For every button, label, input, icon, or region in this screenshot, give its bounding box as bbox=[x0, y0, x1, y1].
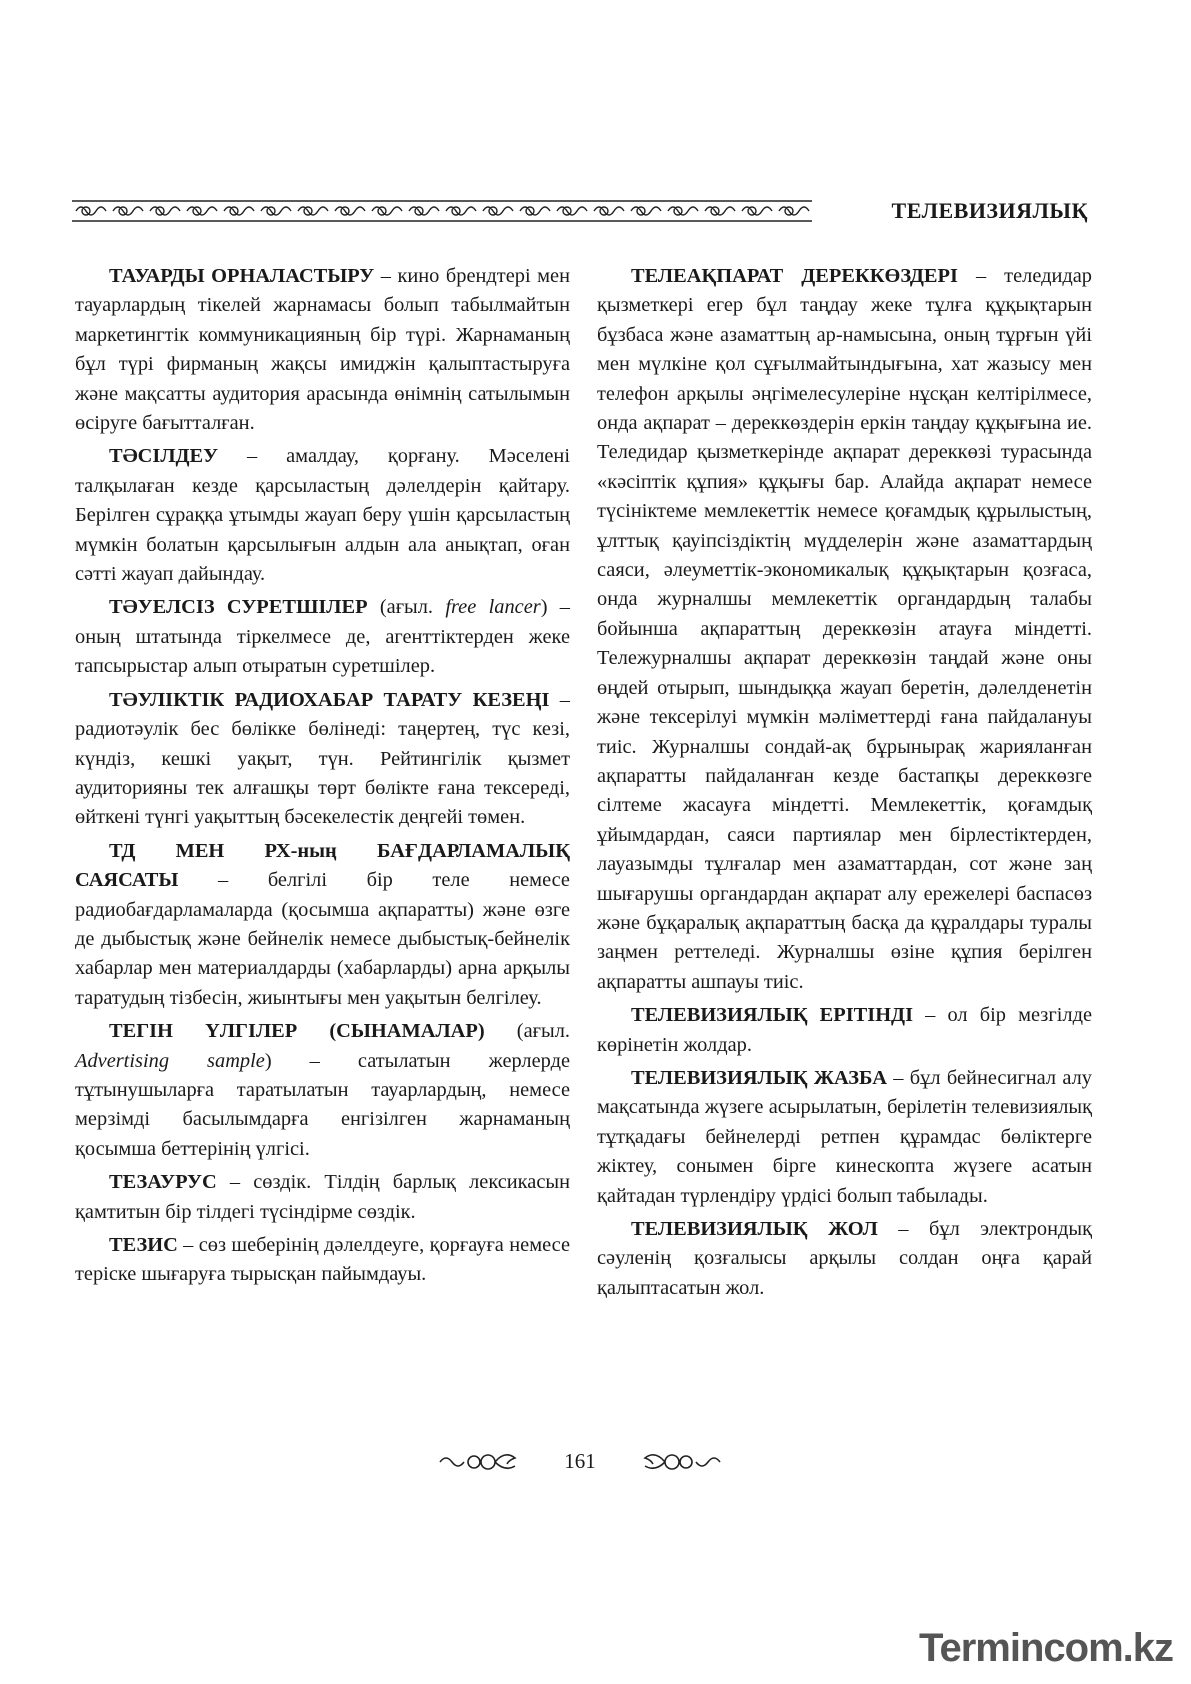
dictionary-entry bbox=[75, 686, 570, 833]
ornament-motif bbox=[483, 207, 513, 215]
ornament-motif bbox=[261, 207, 291, 215]
entry-term: ТАУАРДЫ ОРНАЛАСТЫРУ bbox=[109, 265, 375, 287]
entry-definition: – сөз шеберінің дәлелдеуге, қорғауға немесе теріске шығаруға тырысқан пайымдауы. bbox=[75, 1234, 570, 1286]
dictionary-entry bbox=[597, 1001, 1092, 1060]
ornament-motif bbox=[113, 207, 143, 215]
page-footer bbox=[0, 1442, 1191, 1482]
dictionary-entry bbox=[75, 262, 570, 438]
dictionary-entry bbox=[75, 593, 570, 681]
ornamental-border-icon bbox=[72, 198, 812, 224]
ornament-motif bbox=[335, 207, 365, 215]
entry-definition: – бұл электрондық сәуленің қозғалысы арқылы солдан оңға қарай қалыптасатын жол. bbox=[597, 1218, 1092, 1299]
dictionary-entry bbox=[75, 442, 570, 589]
ornament-motif bbox=[298, 207, 328, 215]
entry-term: ТЕЛЕВИЗИЯЛЫҚ ЕРІТІНДІ bbox=[631, 1004, 914, 1027]
dictionary-entry bbox=[597, 1064, 1092, 1211]
entry-term: ТЕЛЕВИЗИЯЛЫҚ ЖАЗБА bbox=[631, 1066, 887, 1089]
ornament-motif bbox=[705, 207, 735, 215]
left-column bbox=[75, 262, 570, 1294]
ornament-motif bbox=[742, 207, 772, 215]
entry-term: ТӘУЕЛСІЗ СУРЕТШІЛЕР bbox=[109, 596, 368, 619]
ornament-motif bbox=[594, 207, 624, 215]
entry-definition: ) – сатылатын жерлерде тұтынушыларға таратылатын тауарлардың, немесе мерзімді басылымдарға енгізілген жарнаманың қосымша беттерінің үлгісі. bbox=[75, 1049, 570, 1160]
entry-definition: – ол бір мезгілде көрінетін жолдар. bbox=[597, 1004, 1092, 1056]
entry-term: ТЕГІН ҮЛГІЛЕР (СЫНАМАЛАР) bbox=[109, 1020, 485, 1043]
dictionary-entry bbox=[597, 1215, 1092, 1303]
ornament-motif bbox=[631, 207, 661, 215]
entry-term: ТЕЛЕВИЗИЯЛЫҚ ЖОЛ bbox=[631, 1218, 878, 1240]
dictionary-entry bbox=[75, 837, 570, 1013]
entry-term: ТД МЕН РХ-ның БАҒДАРЛАМАЛЫҚ САЯСАТЫ bbox=[75, 839, 570, 892]
entry-definition-prefix: (ағыл. bbox=[484, 1020, 570, 1043]
dictionary-entry bbox=[75, 1231, 570, 1290]
ornament-motif bbox=[150, 207, 180, 215]
ornament-motif bbox=[668, 207, 698, 215]
entry-definition: – амалдау, қорғану. Мәселені талқылаған кезде қарсыластың дәлелдерін қайтару. Берілген сұраққа ұтымды жауап беру үшін қарсыластың мүмкін болатын қарсылығын алдын ала анықтап, оған сәтті жауап дайындау. bbox=[75, 445, 570, 586]
entry-definition: – сөздік. Тілдің барлық лексикасын қамтитын бір тілдегі түсіндірме сөздік. bbox=[75, 1171, 570, 1223]
right-column bbox=[597, 262, 1092, 1307]
entry-term: ТЕЗИС bbox=[109, 1234, 178, 1256]
flourish-right-icon bbox=[642, 1450, 722, 1474]
entry-term: ТЕЗАУРУС bbox=[109, 1171, 217, 1194]
entry-definition: – кино брендтері мен тауарлардың тікелей жарнамасы болып табылмайтын маркетингтік коммуникацияның бір түрі. Жарнаманың бұл түрі фирманың жақсы имиджін қалыптастыруға және мақсатты аудитория арасында өнімнің сатылымын өсіруге бағытталған. bbox=[75, 265, 570, 435]
ornament-motif bbox=[76, 207, 106, 215]
dictionary-entry bbox=[75, 1168, 570, 1227]
ornament-motif bbox=[372, 207, 402, 215]
entry-definition: – бұл бейнесигнал алу мақсатында жүзеге асырылатын, берілетін телевизиялық тұтқадағы бейнелерді ретпен құрамдас бөліктерге жіктеу, сонымен бірге кинескопта жүзеге асатын қайтадан түрлендіру үрдісі болып табылады. bbox=[597, 1066, 1092, 1207]
entry-term: ТӘСІЛДЕУ bbox=[109, 445, 219, 468]
ornament-motif bbox=[409, 207, 439, 215]
ornament-motif bbox=[520, 207, 550, 215]
page-header bbox=[72, 196, 1088, 228]
entry-definition: ) – оның штатында тіркелмесе де, агенттіктерден жеке тапсырыстар алып отыратын суретшілер. bbox=[75, 596, 570, 678]
flourish-left-icon bbox=[438, 1450, 518, 1474]
entry-term: ТЕЛЕАҚПАРАТ ДЕРЕККӨЗДЕРІ bbox=[631, 265, 958, 287]
entry-definition: – радиотәулік бес бөлікке бөлінеді: таңертең, түс кезі, күндіз, кешкі уақыт, түн. Рейтингілік қызмет аудиторияны тек алғашқы төрт бөлікте ғана тексереді, өйткені түнгі уақыттың бәсекелестік деңгейі төмен. bbox=[75, 688, 571, 829]
entry-term: ТӘУЛІКТІК РАДИОХАБАР ТАРАТУ КЕЗЕҢІ bbox=[109, 688, 550, 711]
entry-definition-prefix: (ағыл. bbox=[367, 596, 446, 619]
dictionary-entry bbox=[75, 1017, 570, 1164]
page-number: 161 bbox=[564, 1449, 596, 1473]
ornament-motif bbox=[557, 207, 587, 215]
ornament-motif bbox=[446, 207, 476, 215]
entry-foreign-term: free lancer bbox=[445, 596, 541, 619]
entry-foreign-term: Advertising sample bbox=[75, 1049, 265, 1072]
dictionary-entry bbox=[597, 262, 1092, 997]
ornament-motif bbox=[187, 207, 217, 215]
ornament-motif bbox=[779, 207, 809, 215]
entry-definition: – белгілі бір теле немесе радиобағдарламаларда (қосымша ақпаратты) және өзге де дыбыстық және бейнелік немесе дыбыстық-бейнелік хабарлар мен материалдарды (хабарларды) арна арқылы таратудың тізбесін, жиынтығы мен уақытын белгілеу. bbox=[75, 869, 570, 1009]
running-head: ТЕЛЕВИЗИЯЛЫҚ bbox=[891, 198, 1088, 223]
ornament-motif bbox=[224, 207, 254, 215]
site-watermark: Termincom.kz bbox=[919, 1626, 1173, 1670]
entry-definition: – теледидар қызметкері егер бұл таңдау жеке тұлға құқықтарын бұзбаса және азаматтың ар-намысына, оның тұрғын үйі мен мүлкіне қол сұғылмайтындығына, хат жазысу мен телефон арқылы әңгімелесулеріне нұсқан келтірілмесе, онда ақпарат – дереккөздерін еркін таңдау құқығына ие. Теледидар қызметкерінде ақпарат дереккөзі турасында «кәсіптік құпия» құқығы бар. Алайда ақпарат немесе түсініктеме мемлекеттік немесе қоғамдық құрылыстың, ұлттық қауіпсіздіктің мүдделерін және азаматтардың саяси, әлеуметтік-экономикалық құқықтарын қозғаса, онда журналшы мемлекеттік органдардың талабы бойынша ақпараттың дереккөзін атауға міндетті. Тележурналшы ақпарат дереккөзін таңдай және оны өңдей отырып, шындыққа жауап беретін, дәлелденетін және тексерілуі мүмкін мәліметтерді ғана пайдалануы тиіс. Журналшы сондай-ақ бұрынырақ жарияланған ақпаратты пайдаланған кезде бастапқы дереккөзге сілтеме жасауға міндетті. Мемлекеттік, қоғамдық ұйымдардан, саяси партиялар мен бірлестіктерден, лауазымды тұлғалар мен азаматтардан, сот және заң шығарушы органдардан ақпарат алу ережелері баспасөз және бұқаралық ақпараттың басқа да құралдары туралы заңмен реттеледі. Журналшы өзіне құпия берілген ақпаратты ашпауы тиіс. bbox=[597, 265, 1093, 993]
